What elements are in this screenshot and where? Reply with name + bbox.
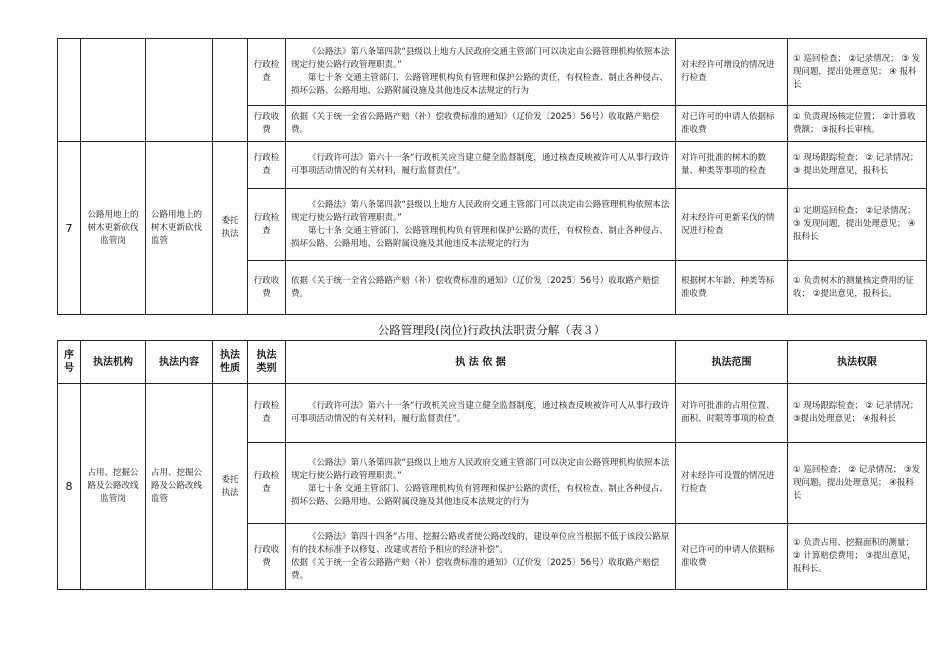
basis-paragraph: 《公路法》第四十四条“占用、挖掘公路或者使公路改线的，建设单位应当根据不低于该段公路原有的技术标准予以修复、改建或者给予相应的经济补偿”。 <box>291 531 670 555</box>
row7-check1-category: 行政检查 <box>248 142 286 189</box>
row6-inspection-basis <box>286 39 676 106</box>
table-title: 公路管理段(岗位)行政执法职责分解（表３） <box>377 323 606 337</box>
row6-inspection-scope: 对未经许可增设的情况进行检查 <box>676 39 788 106</box>
row8-check2-scope: 对未经许可设置的情况进行检查 <box>676 443 788 524</box>
header-scope: 执法范围 <box>676 341 788 384</box>
row8-fee-authority: ① 负责占用、挖掘面积的测量； ② 计算赔偿费用； ③提出意见，报科长。 <box>788 524 927 590</box>
row8-seq: 8 <box>58 384 81 590</box>
row6-agency-cell <box>81 39 146 142</box>
header-row <box>58 341 927 384</box>
row7-check1-authority: ① 现场跟踪检查； ② 记录情况； ③ 提出处理意见，报科长 <box>788 142 927 189</box>
row6-seq-cell <box>58 39 81 142</box>
row8-check2-basis <box>286 443 676 524</box>
row7-content: 公路用地上的树木更新砍伐监管 <box>146 142 213 315</box>
row7-check2-basis <box>286 189 676 261</box>
header-agency: 执法机构 <box>81 341 146 384</box>
row8-check1-basis: 《行政许可法》第六十一条“行政机关应当建立健全监督制度，通过核查反映被许可人从事行政许可事项活动情况的有关材料，履行监督责任”。 <box>286 384 676 443</box>
row7-fee-basis: 依据《关于统一全省公路路产赔（补）偿收费标准的通知》（辽价发〔2025〕56号）收取路产赔偿费。 <box>286 261 676 315</box>
row6-fee-category: 行政收费 <box>248 106 286 142</box>
duty-table-3 <box>57 340 927 590</box>
row8-fee-basis <box>286 524 676 590</box>
header-authority: 执法权限 <box>788 341 927 384</box>
row8-check2-category: 行政检查 <box>248 443 286 524</box>
header-content: 执法内容 <box>146 341 213 384</box>
row8-check1-scope: 对许可批准的占用位置、面积、时限等事项的检查 <box>676 384 788 443</box>
row6-fee-scope: 对已许可的申请人依据标准收费 <box>676 106 788 142</box>
row7-check1-basis: 《行政许可法》第六十一条“行政机关应当建立健全监督制度，通过核查反映被许可人从事行政许可事项活动情况的有关材料，履行监督责任”。 <box>286 142 676 189</box>
row7-fee-authority: ① 负责树木的测量核定费用的征收； ②提出意见，报科长。 <box>788 261 927 315</box>
row8-check1-authority: ① 现场跟踪检查； ② 记录情况； ③提出处理意见； ④报科长 <box>788 384 927 443</box>
basis-paragraph: 《公路法》第八条第四款“县级以上地方人民政府交通主管部门可以决定由公路管理机构依照本法规定行使公路行政管理职责。” <box>291 199 670 223</box>
basis-paragraph: 第七十条 交通主管部门、公路管理机构负有管理和保护公路的责任，有权检查、制止各种侵占、损坏公路、公路用地、公路附属设施及其他违反本法规定的行为 <box>291 484 668 507</box>
row8-check1-category: 行政检查 <box>248 384 286 443</box>
duty-table-continued <box>57 38 927 315</box>
row6-content-cell <box>146 39 213 142</box>
row6-inspection-category: 行政检查 <box>248 39 286 106</box>
row7-check1-scope: 对许可批准的树木的数量、种类等事项的检查 <box>676 142 788 189</box>
basis-paragraph: 第七十条 交通主管部门、公路管理机构负有管理和保护公路的责任，有权检查、制止各种侵占、损坏公路、公路用地、公路附属设施及其他违反本法规定的行为 <box>291 73 668 96</box>
row6-fee-basis: 依据《关于统一全省公路路产赔（补）偿收费标准的通知》（辽价发〔2025〕56号）收取路产赔偿费。 <box>286 106 676 142</box>
row7-agency: 公路用地上的树木更新砍伐监管岗 <box>81 142 146 315</box>
row8-check2-authority: ① 巡回检查； ② 记录情况； ③发现问题，提出处理意见； ④报科长 <box>788 443 927 524</box>
basis-paragraph: 第七十条 交通主管部门、公路管理机构负有管理和保护公路的责任，有权检查、制止各种侵占、损坏公路、公路用地、公路附属设施及其他违反本法规定的行为 <box>291 225 668 249</box>
basis-paragraph: 《公路法》第八条第四款“县级以上地方人民政府交通主管部门可以决定由公路管理机构依照本法规定行使公路行政管理职责。” <box>291 458 670 481</box>
row8-agency: 占用、挖掘公路及公路改线监管岗 <box>81 384 146 590</box>
header-category: 执法类别 <box>248 341 286 384</box>
row6-inspection-authority: ① 巡回检查； ②记录情况； ③ 发现问题，提出处理意见； ④ 报科长 <box>788 39 927 106</box>
row7-fee-scope: 根据树木年龄、种类等标准收费 <box>676 261 788 315</box>
row8-fee-scope: 对已许可的申请人依据标准收费 <box>676 524 788 590</box>
header-seq: 序号 <box>58 341 81 384</box>
row7-fee-category: 行政收费 <box>248 261 286 315</box>
row6-nature-cell <box>213 39 248 142</box>
row7-check2-scope: 对未经许可更新采伐的情况进行检查 <box>676 189 788 261</box>
row6-fee-authority: ① 负责现场核定位置； ②计算收费额； ③报科长审核。 <box>788 106 927 142</box>
row8-content: 占用、挖掘公路及公路改线监管 <box>146 384 213 590</box>
header-nature: 执法性质 <box>213 341 248 384</box>
row8-fee-category: 行政收费 <box>248 524 286 590</box>
row7-check2-category: 行政检查 <box>248 189 286 261</box>
row7-check2-authority: ① 定期巡回检查； ②记录情况； ③ 发现问题，提出处理意见； ④ 报科长 <box>788 189 927 261</box>
basis-paragraph: 依据《关于统一全省公路路产赔（补）偿收费标准的通知》（辽价发〔2025〕56号）收取路产赔偿费。 <box>291 557 660 581</box>
row7-seq: 7 <box>58 142 81 315</box>
basis-paragraph: 《公路法》第八条第四款“县级以上地方人民政府交通主管部门可以决定由公路管理机构依照本法规定行使公路行政管理职责。” <box>291 47 670 70</box>
header-basis: 执 法 依 据 <box>286 341 676 384</box>
row7-nature: 委托执法 <box>213 142 248 315</box>
row8-nature: 委托执法 <box>213 384 248 590</box>
